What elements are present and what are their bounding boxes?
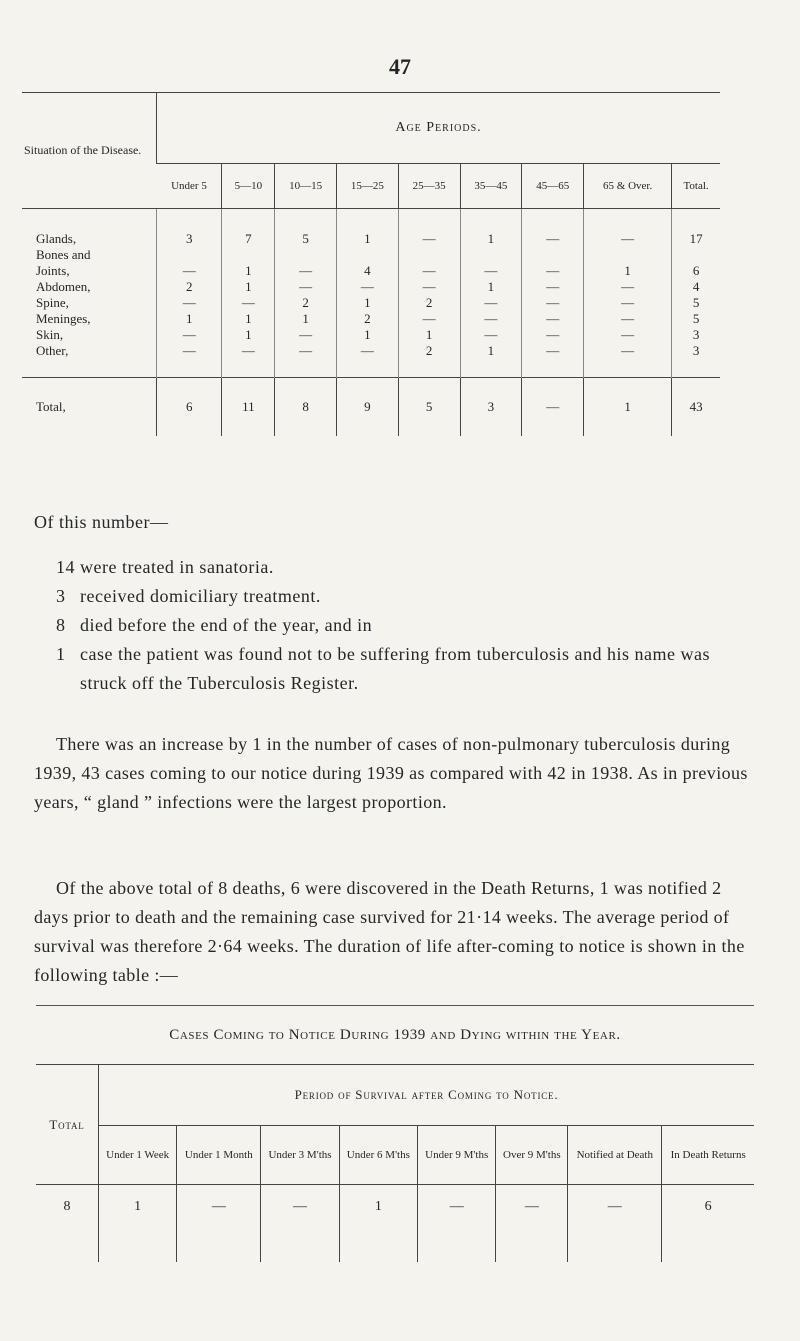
total-cell: 5: [398, 378, 460, 437]
row-label: Abdomen,: [36, 279, 91, 294]
table-cell: 3: [672, 343, 720, 378]
table-cell: —: [584, 327, 672, 343]
total-cell: —: [522, 378, 584, 437]
page-number: 47: [389, 54, 411, 79]
total-cell: 43: [672, 378, 720, 437]
intro-text: Of this number—: [34, 512, 169, 532]
table-cell: —: [275, 327, 337, 343]
table-cell: —: [584, 343, 672, 378]
column-header: Over 9 M'ths: [496, 1126, 568, 1185]
table-cell: —: [157, 327, 222, 343]
table-cell: 1: [222, 327, 275, 343]
column-header: 35—45: [460, 164, 522, 209]
table-cell: 4: [337, 263, 399, 279]
table-cell: —: [522, 327, 584, 343]
table-cell: 1: [460, 279, 522, 295]
total-label: Total,: [22, 378, 157, 437]
table-cell: —: [460, 311, 522, 327]
table-cell: 1: [222, 279, 275, 295]
non-pulmonary-cases-table: [22, 92, 720, 436]
table-row: [22, 327, 720, 343]
period-header: Period of Survival after Coming to Notice.: [99, 1065, 755, 1126]
table-row: [22, 263, 720, 279]
table-cell: 2: [157, 279, 222, 295]
item-number: 3: [56, 586, 66, 606]
table-cell: 1: [460, 343, 522, 378]
table-cell: 2: [398, 343, 460, 378]
table-cell: —: [522, 209, 584, 248]
table-cell: [337, 247, 399, 263]
table-row: [22, 311, 720, 327]
total-header: Total: [36, 1065, 99, 1185]
column-header: 10—15: [275, 164, 337, 209]
total-cell: 1: [584, 378, 672, 437]
table-cell: —: [222, 295, 275, 311]
table-cell: —: [418, 1185, 496, 1263]
table-cell: 3: [672, 327, 720, 343]
table-row: [22, 209, 720, 248]
table-cell: 1: [398, 327, 460, 343]
table-cell: —: [496, 1185, 568, 1263]
paragraph-increase: There was an increase by 1 in the number of cases of non-pulmonary tuberculosis during 1939, 43 cases coming to our notice during 1939 as compared with 42 in 1938. As in previous years, “ gland ” infections were the largest proportion.: [34, 734, 748, 812]
list-item: [56, 582, 756, 611]
table-cell: —: [261, 1185, 339, 1263]
item-number: 8: [56, 615, 66, 635]
table-cell: —: [522, 343, 584, 378]
table-cell: —: [522, 279, 584, 295]
item-text: received domiciliary treatment.: [80, 586, 321, 606]
list-item: [56, 640, 756, 698]
row-label: Glands,: [36, 231, 77, 246]
table-cell: 1: [337, 327, 399, 343]
table-row: [22, 343, 720, 378]
column-header: Under 9 M'ths: [418, 1126, 496, 1185]
table-cell: 5: [672, 311, 720, 327]
table-cell: 1: [222, 263, 275, 279]
list-item: [56, 611, 756, 640]
row-label: Bones and: [36, 247, 91, 262]
table-cell: —: [157, 343, 222, 378]
table-cell: —: [568, 1185, 662, 1263]
table-cell: —: [337, 343, 399, 378]
table-row: [22, 279, 720, 295]
table-cell: 8: [63, 1199, 71, 1214]
table-cell: —: [584, 311, 672, 327]
column-header: 65 & Over.: [584, 164, 672, 209]
situation-header: Situation of the Disease.: [22, 93, 157, 209]
table-cell: —: [157, 295, 222, 311]
list-item: [56, 553, 756, 582]
row-label: Skin,: [36, 327, 64, 342]
column-header: In Death Returns: [662, 1126, 754, 1185]
item-number: 1: [56, 644, 66, 664]
paragraph-deaths: Of the above total of 8 deaths, 6 were discovered in the Death Returns, 1 was notified 2 days prior to death and the remaining case survived for 21·14 weeks. The average period of survival was therefore 2·64 weeks. The duration of life after-coming to notice is shown in the following table :—: [34, 878, 745, 985]
table-row: [22, 247, 720, 263]
table-cell: [275, 247, 337, 263]
row-label: Joints,: [36, 263, 70, 278]
table-cell: [672, 247, 720, 263]
item-text: case the patient was found not to be suffering from tuberculosis and his name was struck off the Tuberculosis Register.: [80, 644, 711, 693]
item-number: 14: [56, 557, 75, 577]
table-cell: [222, 247, 275, 263]
table-cell: —: [522, 311, 584, 327]
row-label: Spine,: [36, 295, 69, 310]
table-cell: [584, 247, 672, 263]
table-cell: 6: [672, 263, 720, 279]
total-cell: 8: [275, 378, 337, 437]
table-cell: 5: [672, 295, 720, 311]
table-cell: —: [337, 279, 399, 295]
table-cell: 1: [337, 295, 399, 311]
table-cell: [398, 247, 460, 263]
table-cell: —: [522, 295, 584, 311]
table-cell: —: [460, 263, 522, 279]
table-cell: 1: [337, 209, 399, 248]
row-label: Meninges,: [36, 311, 91, 326]
table-row: [22, 295, 720, 311]
table-cell: 1: [584, 263, 672, 279]
table-cell: —: [460, 295, 522, 311]
column-header: 45—65: [522, 164, 584, 209]
table-cell: 7: [222, 209, 275, 248]
total-cell: 11: [222, 378, 275, 437]
table-cell: 1: [99, 1185, 177, 1263]
total-cell: 6: [157, 378, 222, 437]
table-cell: 1: [339, 1185, 417, 1263]
survival-table: [36, 1005, 754, 1262]
column-header: Total.: [672, 164, 720, 209]
table-cell: —: [275, 279, 337, 295]
column-header: Under 1 Week: [99, 1126, 177, 1185]
table-cell: —: [275, 263, 337, 279]
item-text: were treated in sanatoria.: [80, 557, 274, 577]
column-header: 25—35: [398, 164, 460, 209]
table-cell: 1: [275, 311, 337, 327]
table-cell: 2: [275, 295, 337, 311]
table-cell: 5: [275, 209, 337, 248]
table-cell: —: [398, 279, 460, 295]
table-cell: [522, 247, 584, 263]
survival-table-caption: Cases Coming to Notice During 1939 and Dying within the Year.: [36, 1006, 754, 1065]
table-cell: —: [398, 311, 460, 327]
table-row: [36, 1185, 754, 1263]
table-cell: 1: [157, 311, 222, 327]
table-cell: [157, 247, 222, 263]
table-cell: —: [460, 327, 522, 343]
table-cell: 1: [222, 311, 275, 327]
age-periods-header: Age Periods.: [157, 93, 721, 164]
table-cell: —: [584, 295, 672, 311]
table-cell: —: [157, 263, 222, 279]
column-header: Under 5: [157, 164, 222, 209]
table-cell: —: [222, 343, 275, 378]
outcome-list: [56, 553, 756, 698]
table-cell: 4: [672, 279, 720, 295]
column-header: Under 3 M'ths: [261, 1126, 339, 1185]
column-header: 5—10: [222, 164, 275, 209]
column-header: Notified at Death: [568, 1126, 662, 1185]
table-cell: 17: [672, 209, 720, 248]
table-cell: 1: [460, 209, 522, 248]
table-cell: 2: [398, 295, 460, 311]
column-header: Under 6 M'ths: [339, 1126, 417, 1185]
total-cell: 3: [460, 378, 522, 437]
table-cell: [460, 247, 522, 263]
table-cell: —: [584, 279, 672, 295]
table-cell: 2: [337, 311, 399, 327]
total-row: [22, 378, 720, 437]
column-header: Under 1 Month: [177, 1126, 261, 1185]
table-cell: 6: [662, 1185, 754, 1263]
table-cell: —: [177, 1185, 261, 1263]
table-cell: —: [275, 343, 337, 378]
total-cell: 9: [337, 378, 399, 437]
table-cell: —: [398, 263, 460, 279]
item-text: died before the end of the year, and in: [80, 615, 373, 635]
row-label: Other,: [36, 343, 69, 358]
table-cell: —: [584, 209, 672, 248]
column-header: 15—25: [337, 164, 399, 209]
table-cell: 3: [157, 209, 222, 248]
table-cell: —: [398, 209, 460, 248]
table-cell: —: [522, 263, 584, 279]
